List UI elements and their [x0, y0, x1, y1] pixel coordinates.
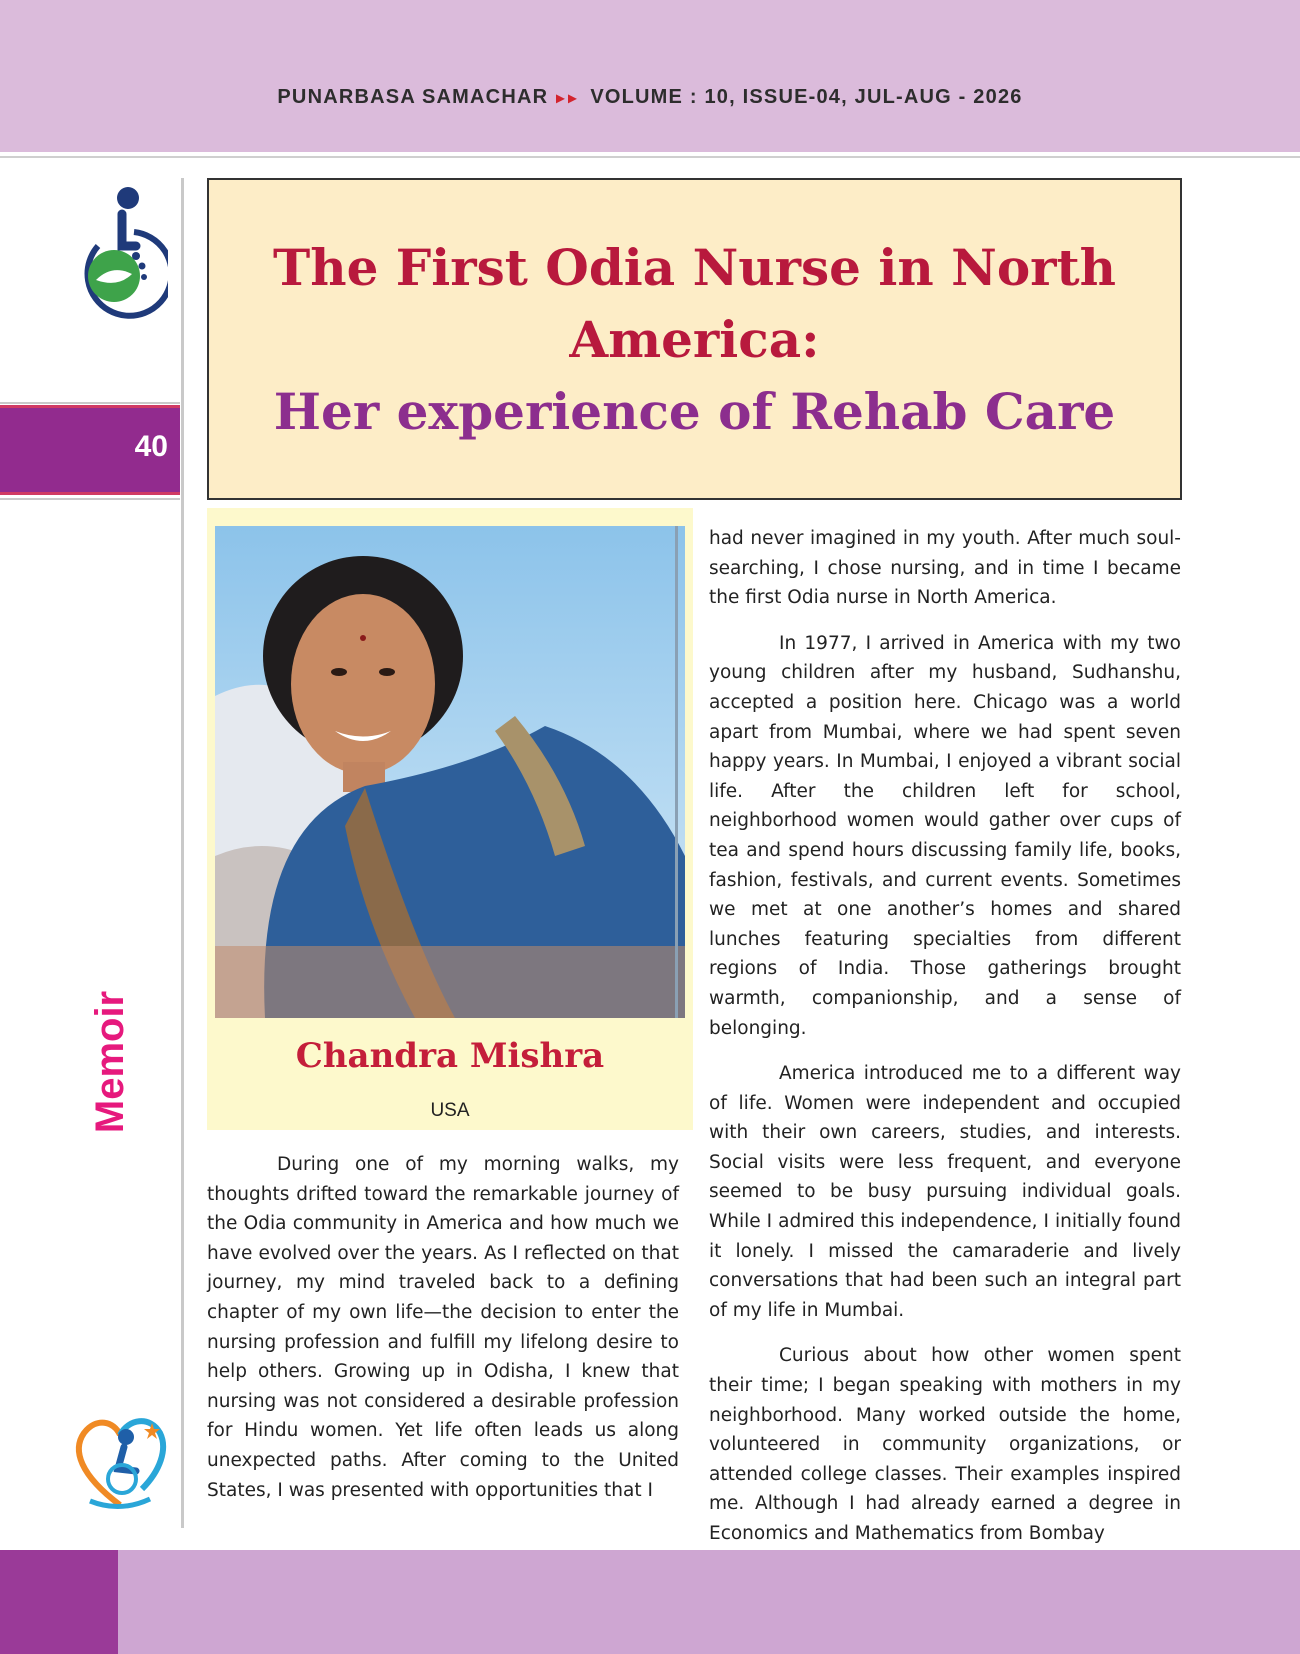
page-number-tab [0, 405, 180, 495]
article-title-box [207, 178, 1182, 500]
paragraph: had never imagined in my youth. After much soul-searching, I chose nursing, and in time I became the first Odia nurse in North America. [709, 528, 1181, 609]
arrow-separator-icon: ▸▸ [556, 90, 581, 107]
article-column-left [207, 1150, 679, 1521]
wheelchair-logo-icon [78, 184, 168, 324]
publication-name: PUNARBASA SAMACHAR [277, 86, 549, 108]
tab-rule-bottom [0, 498, 180, 500]
author-name: Chandra Mishra [295, 1036, 605, 1076]
issue-info: VOLUME : 10, ISSUE-04, JUL-AUG - 2026 [590, 86, 1023, 108]
article-title: The First Odia Nurse in North America: [273, 238, 1116, 369]
page-number: 40 [134, 430, 168, 463]
author-photo-panel [207, 508, 693, 1130]
paragraph: During one of my morning walks, my thoughts drifted toward the remarkable journey of the Odia community in America and how much we have evolved over the years. As I reflected on that journey, my mind traveled back to a defining chapter of my own life—the decision to enter the nursing profession and fulfill my lifelong desire to help others. Growing up in Odisha, I knew that nursing was not considered a desirable profession for Hindu women. Yet life often leads us along unexpected paths. After coming to the United States, I was presented with opportunities that I [207, 1154, 679, 1501]
running-header [0, 86, 1300, 109]
sidebar-divider [181, 178, 184, 1528]
article-column-right [709, 524, 1181, 1565]
header-divider [0, 156, 1300, 158]
header-band [0, 0, 1300, 152]
rehab-heart-logo-icon [70, 1405, 170, 1515]
article-subtitle: Her experience of Rehab Care [273, 382, 1116, 441]
author-photo [215, 526, 685, 1018]
footer-band [0, 1550, 1300, 1654]
portrait-illustration [215, 526, 685, 1018]
tab-rule-top [0, 402, 180, 404]
paragraph: Curious about how other women spent their time; I began speaking with mothers in my neighborhood. Many worked outside the home, volunteered in community organizations, or attended college classes. Their examples inspired me. Although I had already earned a degree in Economics and Mathematics from Bombay [709, 1345, 1181, 1544]
author-location: USA [430, 1100, 470, 1121]
paragraph: America introduced me to a different way of life. Women were independent and occupied with their own careers, studies, and interests. Social visits were less frequent, and everyone seemed to be busy pursuing individual goals. While I admired this independence, I initially found it lonely. I missed the camaraderie and lively conversations that had been such an integral part of my life in Mumbai. [709, 1063, 1181, 1321]
paragraph: In 1977, I arrived in America with my two young children after my husband, Sudhanshu, accepted a position here. Chicago was a world apart from Mumbai, where we had spent seven happy years. In Mumbai, I enjoyed a vibrant social life. After the children left for school, neighborhood women would gather over cups of tea and spend hours discussing family life, books, fashion, festivals, and current events. Sometimes we met at one another’s homes and shared lunches featuring specialties from different regions of India. Those gatherings brought warmth, companionship, and a sense of belonging. [709, 632, 1181, 1039]
section-label: Memoir [88, 990, 132, 1134]
footer-accent [0, 1550, 118, 1654]
